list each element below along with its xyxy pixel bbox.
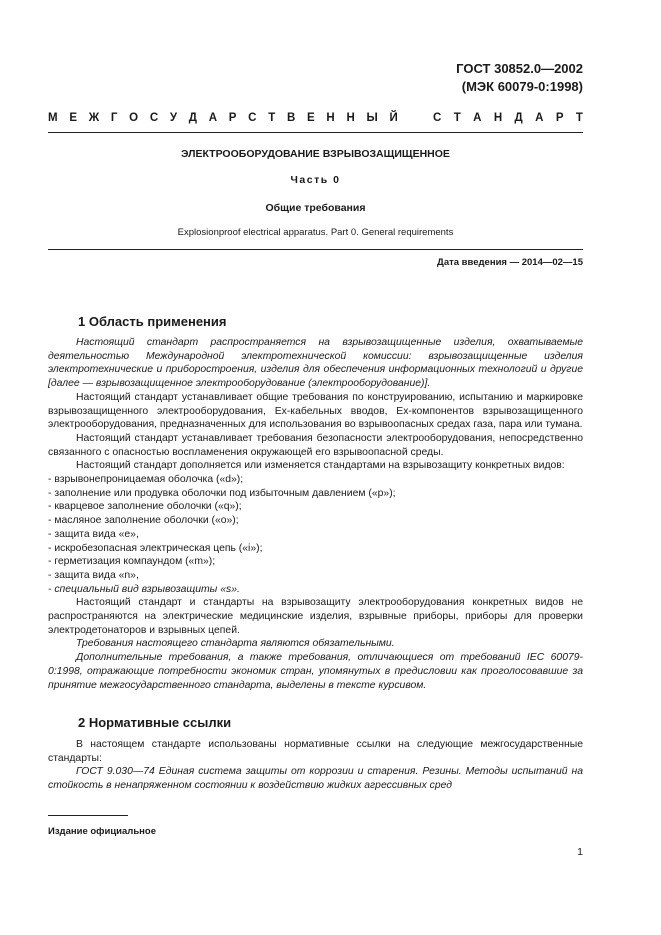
document-number-block — [456, 60, 583, 96]
protection-type-item: - взрывонепроницаемая оболочка («d»); — [48, 474, 244, 486]
scope-paragraph-1: Настоящий стандарт распространяется на взрывозащищенные изделия, охватываемые деятельностью Международной электротехнической комиссии: взрывозащищенные изделия электротехнические и приборостроения, изделия для обеспечения информационных технологий и другие [далее — взрывозащищенное электрооборудование (электрооборудование)]. — [48, 337, 583, 390]
banner-letter: Ж — [88, 112, 100, 124]
banner-letter: С — [433, 112, 442, 124]
protection-type-item: - защита вида «е», — [48, 528, 139, 540]
banner-letter: Р — [555, 112, 564, 124]
protection-type-item: - искробезопасная электрическая цепь («i»); — [48, 542, 263, 554]
banner-letter: Д — [514, 112, 523, 124]
banner-letter: Р — [228, 112, 237, 124]
document-number-iec: (МЭК 60079-0:1998) — [461, 79, 583, 94]
banner-letter: М — [48, 112, 58, 124]
protection-type-item: - герметизация компаундом («m»); — [48, 556, 216, 568]
banner-letter: А — [535, 112, 544, 124]
banner-letter: С — [149, 112, 159, 124]
scope-paragraph-5: Настоящий стандарт и стандарты на взрывозащиту электрооборудования конкретных видов не распространяются на электрические медицинские изделия, взрывные приборы, приборы для проверки электродетонаторов и взрывных цепей. — [48, 597, 583, 636]
introduction-date: Дата введения — 2014—02—15 — [437, 257, 583, 268]
banner-letter: Д — [188, 112, 197, 124]
protection-type-item: - масляное заполнение оболочки («о»); — [48, 515, 239, 527]
banner-letter: Н — [346, 112, 355, 124]
footer-rule — [48, 815, 128, 816]
protection-type-item: - заполнение или продувка оболочки под избыточным давлением («р»); — [48, 487, 396, 499]
banner-letter: У — [169, 112, 178, 124]
references-paragraph-2: ГОСТ 9.030—74 Единая система защиты от коррозии и старения. Резины. Методы испытаний на стойкость в ненапряженном состоянии к воздействию жидких агрессивных сред — [48, 766, 583, 792]
banner-letter: Т — [453, 112, 461, 124]
header-rule — [48, 132, 583, 133]
standard-part: Часть 0 — [290, 174, 341, 186]
standard-english-title: Explosionproof electrical apparatus. Part 0. General requirements — [177, 227, 454, 238]
references-paragraph-1: В настоящем стандарте использованы нормативные ссылки на следующие межгосударственные стандарты: — [48, 739, 583, 764]
title-rule — [48, 249, 583, 250]
banner-letter: В — [286, 112, 296, 124]
banner-letter: Е — [69, 112, 77, 124]
document-number: ГОСТ 30852.0—2002 — [456, 61, 583, 76]
protection-type-item: - защита вида «n», — [48, 569, 139, 581]
banner-letter: Н — [326, 112, 335, 124]
banner-letter: Н — [493, 112, 503, 124]
banner-letter: А — [208, 112, 218, 124]
page-number: 1 — [577, 846, 583, 858]
section-2-body — [48, 738, 583, 793]
scope-paragraph-4: Настоящий стандарт дополняется или изменяется стандартами на взрывозащиту конкретных видов: — [76, 460, 565, 472]
banner-letter: Т — [268, 112, 276, 124]
banner-letter: Й — [389, 112, 398, 124]
scope-paragraph-7: Дополнительные требования, а также требования, отличающиеся от требований IEC 60079-0:1998, отражающие потребности экономик стран, упомянутых в предисловии как проголосовавшие за принятие межгосударственного стандарта, выделены в тексте курсивом. — [48, 652, 583, 691]
banner-letter: С — [248, 112, 257, 124]
interstate-standard-banner — [48, 112, 583, 124]
standard-subtitle: Общие требования — [265, 202, 366, 214]
banner-letter: О — [129, 112, 139, 124]
protection-type-item-special: - специальный вид взрывозащиты «s». — [48, 583, 240, 595]
section-1-body — [48, 336, 583, 692]
scope-paragraph-3: Настоящий стандарт устанавливает требования безопасности электрооборудования, непосредственно связанного с опасностью воспламенения окружающей его взрывоопасной среды. — [48, 432, 583, 458]
banner-letter: А — [473, 112, 482, 124]
section-2-heading: 2 Нормативные ссылки — [78, 715, 232, 730]
banner-letter: Е — [307, 112, 315, 124]
section-1-heading: 1 Область применения — [78, 314, 227, 329]
banner-word-standard — [433, 112, 583, 124]
banner-letter: Г — [110, 112, 118, 124]
standard-title: ЭЛЕКТРООБОРУДОВАНИЕ ВЗРЫВОЗАЩИЩЕННОЕ — [181, 148, 450, 160]
scope-paragraph-2: Настоящий стандарт устанавливает общие требования по конструированию, испытанию и маркировке взрывозащищенного электрооборудования, Ex-кабельных вводов, Ex-компонентов взрывозащищенного электрооборудования, предназначенных для использования во взрывоопасных средах газа, пара или тумана. — [48, 391, 583, 431]
scope-paragraph-6: Требования настоящего стандарта являются обязательными. — [76, 638, 395, 650]
official-edition-label: Издание официальное — [48, 826, 156, 837]
banner-word-interstate — [48, 112, 398, 124]
banner-letter: Т — [575, 112, 583, 124]
protection-type-item: - кварцевое заполнение оболочки («q»); — [48, 501, 242, 513]
banner-letter: Ы — [366, 112, 378, 124]
